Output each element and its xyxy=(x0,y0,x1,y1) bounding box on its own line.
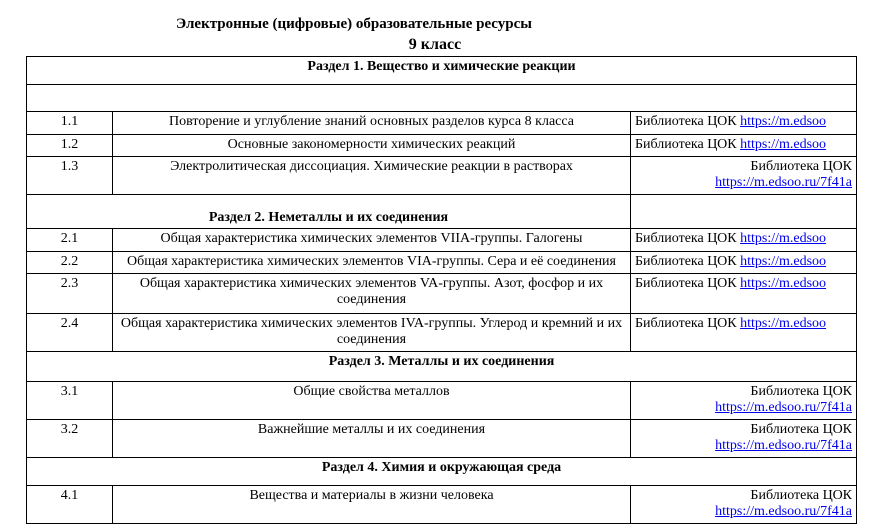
row-topic: Вещества и материалы в жизни человека xyxy=(113,486,631,524)
resource-link[interactable]: https://m.edsoo xyxy=(740,316,827,331)
resource-link[interactable]: https://m.edsoo xyxy=(740,137,827,152)
resource-link[interactable]: https://m.edsoo xyxy=(740,114,827,129)
table-row xyxy=(27,420,857,458)
section-title: Раздел 4. Химия и окружающая среда xyxy=(27,458,857,486)
row-number: 1.3 xyxy=(27,157,113,195)
row-topic: Повторение и углубление знаний основных разделов курса 8 класса xyxy=(113,112,631,135)
source-label: Библиотека ЦОК xyxy=(635,231,737,246)
row-topic: Общая характеристика химических элементов IVA-группы. Углерод и кремний и их соединения xyxy=(113,314,631,352)
section-row xyxy=(27,458,857,486)
source-label: Библиотека ЦОК xyxy=(635,254,737,269)
row-number: 4.1 xyxy=(27,486,113,524)
resource-cell xyxy=(631,157,857,195)
row-topic: Важнейшие металлы и их соединения xyxy=(113,420,631,458)
section-row xyxy=(27,57,857,85)
source-label: Библиотека ЦОК xyxy=(750,159,853,174)
row-topic: Общие свойства металлов xyxy=(113,382,631,420)
resource-cell xyxy=(631,314,857,352)
source-label: Библиотека ЦОК xyxy=(635,316,737,331)
resource-cell xyxy=(631,274,857,314)
resource-cell xyxy=(631,420,857,458)
source-label: Библиотека ЦОК xyxy=(750,488,853,503)
resource-link[interactable]: https://m.edsoo.ru/7f41a xyxy=(715,438,853,453)
source-label: Библиотека ЦОК xyxy=(750,422,853,437)
resource-cell xyxy=(631,486,857,524)
table-row xyxy=(27,135,857,157)
section-title: Раздел 3. Металлы и их соединения xyxy=(27,352,857,382)
source-label: Библиотека ЦОК xyxy=(635,276,737,291)
table-row xyxy=(27,382,857,420)
row-topic: Общая характеристика химических элементов VIA-группы. Сера и её соединения xyxy=(113,252,631,274)
source-label: Библиотека ЦОК xyxy=(635,114,737,129)
resource-link[interactable]: https://m.edsoo xyxy=(740,231,827,246)
row-number: 1.2 xyxy=(27,135,113,157)
row-topic: Общая характеристика химических элементов VA-группы. Азот, фосфор и их соединения xyxy=(113,274,631,314)
table-row xyxy=(27,486,857,524)
row-number: 2.3 xyxy=(27,274,113,314)
section-title: Раздел 2. Неметаллы и их соединения xyxy=(27,195,631,229)
empty-row xyxy=(27,85,857,112)
resource-link[interactable]: https://m.edsoo xyxy=(740,276,827,291)
table-row xyxy=(27,229,857,252)
resource-cell xyxy=(631,252,857,274)
row-number: 3.1 xyxy=(27,382,113,420)
section-row xyxy=(27,352,857,382)
table-row xyxy=(27,112,857,135)
resource-cell xyxy=(631,112,857,135)
resource-link[interactable]: https://m.edsoo xyxy=(740,254,827,269)
resource-link[interactable]: https://m.edsoo.ru/7f41a xyxy=(715,175,853,190)
table-row xyxy=(27,274,857,314)
row-number: 2.2 xyxy=(27,252,113,274)
resource-link[interactable]: https://m.edsoo.ru/7f41a xyxy=(715,400,853,415)
resource-cell xyxy=(631,229,857,252)
resources-table xyxy=(26,56,857,524)
row-topic: Общая характеристика химических элементов VIIA-группы. Галогены xyxy=(113,229,631,252)
row-number: 3.2 xyxy=(27,420,113,458)
resource-cell xyxy=(631,135,857,157)
row-number: 1.1 xyxy=(27,112,113,135)
section-row xyxy=(27,195,857,229)
row-topic: Основные закономерности химических реакций xyxy=(113,135,631,157)
source-label: Библиотека ЦОК xyxy=(635,137,737,152)
resource-cell xyxy=(631,382,857,420)
row-number: 2.4 xyxy=(27,314,113,352)
grade-heading: 9 класс xyxy=(408,36,462,53)
table-row xyxy=(27,157,857,195)
row-number: 2.1 xyxy=(27,229,113,252)
resource-link[interactable]: https://m.edsoo.ru/7f41a xyxy=(715,504,853,519)
table-row xyxy=(27,252,857,274)
document-title: Электронные (цифровые) образовательные ресурсы xyxy=(176,16,532,32)
source-label: Библиотека ЦОК xyxy=(750,384,853,399)
row-topic: Электролитическая диссоциация. Химические реакции в растворах xyxy=(113,157,631,195)
section-title: Раздел 1. Вещество и химические реакции xyxy=(27,57,857,85)
table-row xyxy=(27,314,857,352)
